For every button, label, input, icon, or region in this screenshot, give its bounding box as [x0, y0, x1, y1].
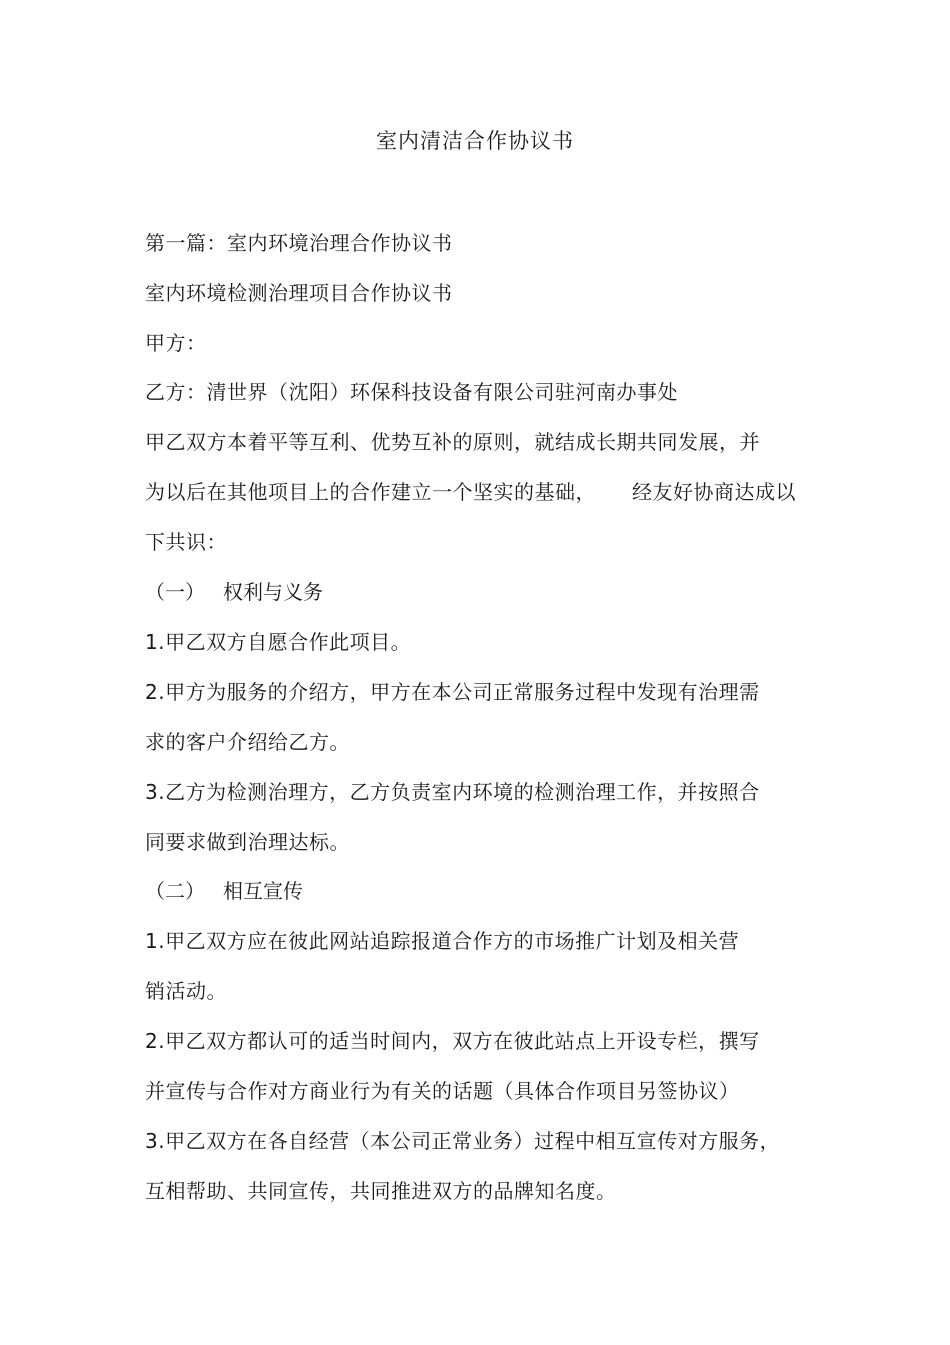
intro-line-2-part-1: 为以后在其他项目上的合作建立一个坚实的基础，: [145, 480, 596, 504]
section-2-heading: [145, 876, 303, 906]
party-a-line: 甲方：: [145, 331, 207, 355]
section-1-clause-3-line-1: 3.乙方为检测治理方，乙方负责室内环境的检测治理工作，并按照合: [145, 780, 760, 804]
document-title: 室内清洁合作协议书: [376, 129, 574, 153]
section-2-number: （二）: [145, 879, 205, 903]
section-2-clause-2-line-1: 2.甲乙双方都认可的适当时间内，双方在彼此站点上开设专栏，撰写: [145, 1029, 760, 1053]
section-1-heading: [145, 577, 323, 607]
section-1-number: （一）: [145, 580, 205, 604]
chapter-heading: 第一篇：室内环境治理合作协议书: [145, 231, 453, 255]
section-1-clause-1: 1.甲乙双方自愿合作此项目。: [145, 630, 412, 654]
section-2-clause-1-line-1: 1.甲乙双方应在彼此网站追踪报道合作方的市场推广计划及相关营: [145, 929, 740, 953]
section-2-clause-1-line-2: 销活动。: [145, 979, 227, 1003]
section-2-clause-2-line-2: 并宣传与合作对方商业行为有关的话题（具体合作项目另签协议）: [145, 1079, 740, 1103]
section-1-label: 权利与义务: [223, 580, 323, 604]
intro-line-2-part-2: 经友好协商达成以: [632, 480, 796, 504]
section-1-clause-2-line-1: 2.甲方为服务的介绍方，甲方在本公司正常服务过程中发现有治理需: [145, 680, 760, 704]
party-b-line: 乙方：清世界（沈阳）环保科技设备有限公司驻河南办事处: [145, 380, 678, 404]
section-2-label: 相互宣传: [223, 879, 303, 903]
intro-line-3: 下共识：: [145, 530, 227, 554]
intro-line-1: 甲乙双方本着平等互利、优势互补的原则，就结成长期共同发展，并: [145, 430, 760, 454]
section-1-clause-2-line-2: 求的客户介绍给乙方。: [145, 730, 350, 754]
section-1-clause-3-line-2: 同要求做到治理达标。: [145, 830, 350, 854]
agreement-subtitle: 室内环境检测治理项目合作协议书: [145, 281, 453, 305]
section-2-clause-3-line-1: 3.甲乙双方在各自经营（本公司正常业务）过程中相互宣传对方服务，: [145, 1129, 781, 1153]
section-2-clause-3-line-2: 互相帮助、共同宣传，共同推进双方的品牌知名度。: [145, 1179, 617, 1203]
intro-line-2: [145, 477, 796, 507]
